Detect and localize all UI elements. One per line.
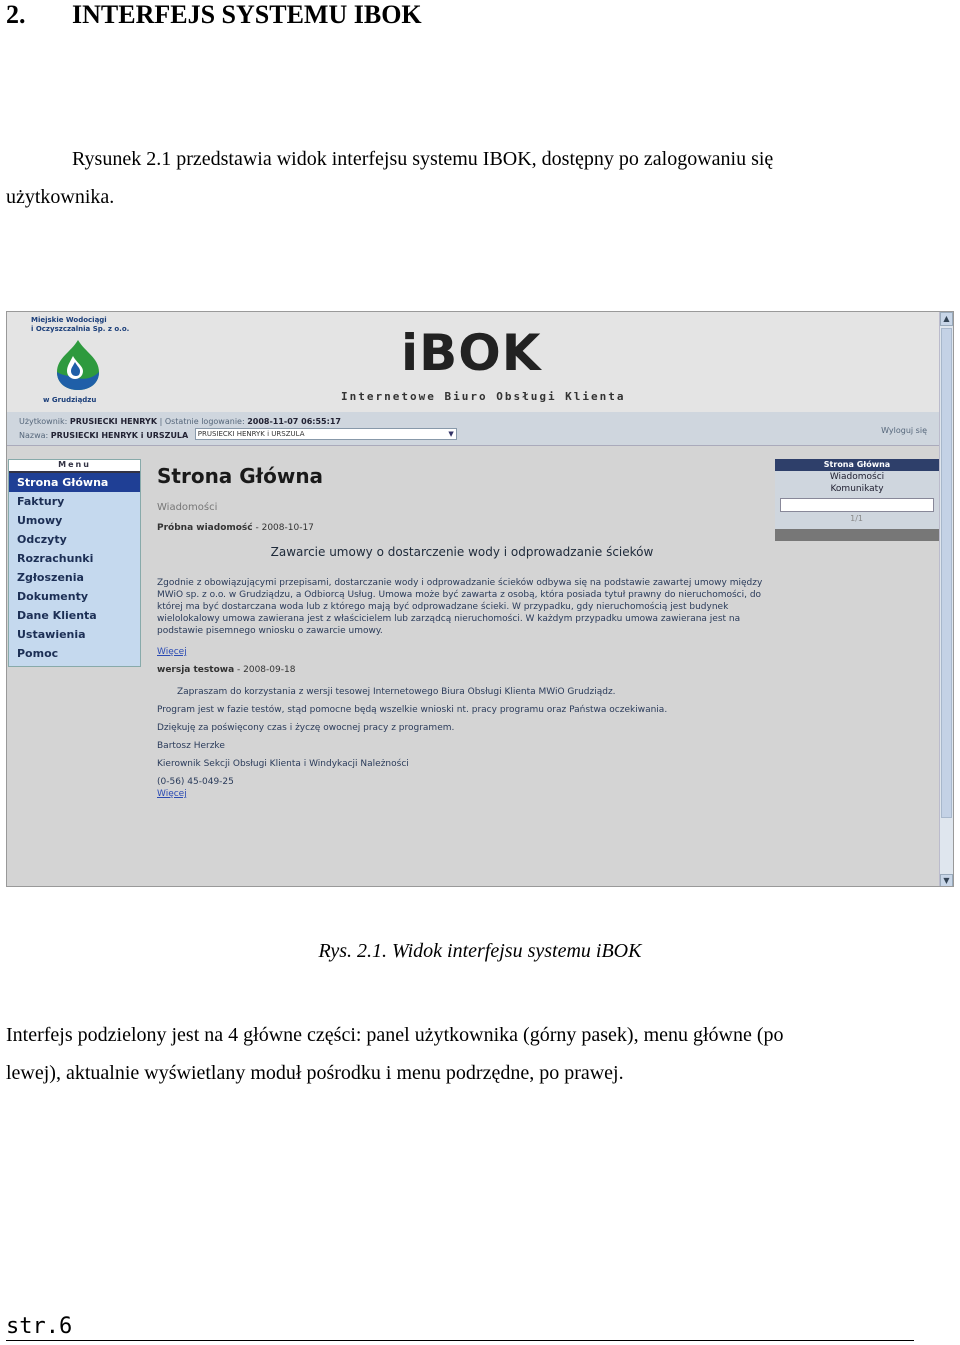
message-1-body: Zgodnie z obowiązującymi przepisami, dostarczanie wody i odprowadzanie ścieków odbywa się na podstawie zawartej umowy między MWiO sp. z o.o. w Grudziądzu, a Odbiorcą Usług. Umowa może być zawarta z osobą, która posiada tytuł prawny do nieruchomości, do której ma być dostarczana woda lub z którego mają być odprowadzane ścieki. W przypadku, gdy nieruchomością jest budynek wielolokalowy umowa zawierana jest z właścicielem lub zarządcą nieruchomości. W każdym przypadku umowa zawierana jest na podstawie pisemnego wniosku o zawarcie umowy.: [157, 578, 763, 636]
water-drop-icon: [43, 338, 113, 392]
more-link-2[interactable]: Więcej: [157, 789, 187, 799]
message-2-line-1: Zapraszam do korzystania z wersji tesowej Internetowego Biura Obsługi Klienta MWiO Grudziądz.: [177, 687, 616, 697]
menu-item-faktury[interactable]: Faktury: [17, 495, 65, 508]
section-title: INTERFEJS SYSTEMU IBOK: [72, 0, 422, 29]
app-header: [7, 312, 941, 412]
scroll-down-icon[interactable]: ▼: [940, 874, 953, 887]
intro-paragraph: [6, 140, 956, 216]
body-line-1: Interfejs podzielony jest na 4 główne części: panel użytkownika (górny pasek), menu główne (po: [6, 1024, 784, 1046]
company-logo: [31, 316, 131, 408]
logout-link[interactable]: Wyloguj się: [881, 426, 927, 435]
menu-item-strona-glowna[interactable]: Strona Główna: [9, 473, 140, 492]
scroll-thumb[interactable]: [941, 328, 952, 818]
menu-item-rozrachunki[interactable]: Rozrachunki: [17, 552, 94, 565]
footer-divider: [6, 1340, 914, 1341]
message-1-date: - 2008-10-17: [252, 523, 314, 533]
more-link-1[interactable]: Więcej: [157, 647, 187, 657]
user-info-row: Użytkownik: PRUSIECKI HENRYK | Ostatnie logowanie: 2008-11-07 06:55:17: [19, 417, 341, 426]
name-value: PRUSIECKI HENRYK i URSZULA: [50, 431, 189, 440]
app-brand: iBOK: [401, 324, 542, 382]
menu-item-pomoc[interactable]: Pomoc: [17, 647, 59, 660]
intro-line-1: Rysunek 2.1 przedstawia widok interfejsu systemu IBOK, dostępny po zalogowaniu się: [72, 148, 774, 170]
user-label: Użytkownik:: [19, 417, 68, 426]
submenu-item-komunikaty[interactable]: Komunikaty: [830, 484, 884, 494]
page-title: Strona Główna: [157, 464, 324, 488]
last-login-value: 2008-11-07 06:55:17: [247, 417, 341, 426]
news-section-label: Wiadomości: [157, 502, 218, 513]
message-2-title: wersja testowa: [157, 665, 235, 675]
account-select-value: PRUSIECKI HENRYK i URSZULA: [197, 430, 305, 438]
ibok-screenshot: [6, 311, 954, 887]
message-2-signature-name: Bartosz Herzke: [157, 741, 225, 751]
message-2-signature-role: Kierownik Sekcji Obsługi Klienta i Windykacji Należności: [157, 759, 409, 769]
menu-item-odczyty[interactable]: Odczyty: [17, 533, 67, 546]
body-paragraph: [6, 1016, 946, 1092]
menu-title: Menu: [9, 460, 140, 473]
submenu-footer: [775, 529, 939, 541]
name-label: Nazwa:: [19, 431, 49, 440]
scroll-up-icon[interactable]: ▲: [940, 312, 953, 326]
app-brand-subtitle: Internetowe Biuro Obsługi Klienta: [341, 390, 626, 403]
menu-item-zgloszenia[interactable]: Zgłoszenia: [17, 571, 84, 584]
logo-city: w Grudziądzu: [43, 396, 97, 404]
message-2-line-3: Dziękuję za poświęcony czas i życzę owocnej pracy z programem.: [157, 723, 455, 733]
user-panel: [7, 412, 941, 446]
menu-item-ustawienia[interactable]: Ustawienia: [17, 628, 86, 641]
submenu-panel: [775, 459, 939, 541]
intro-line-2: użytkownika.: [6, 186, 115, 208]
submenu-title: Strona Główna: [775, 459, 939, 471]
user-value: PRUSIECKI HENRYK: [69, 417, 158, 426]
main-menu: [8, 459, 141, 667]
last-login-label: Ostatnie logowanie:: [164, 417, 245, 426]
main-area: [7, 446, 941, 887]
submenu-input[interactable]: [780, 498, 934, 512]
message-1-heading: Zawarcie umowy o dostarczenie wody i odprowadzanie ścieków: [270, 545, 654, 559]
figure-caption: Rys. 2.1. Widok interfejsu systemu iBOK: [318, 940, 642, 962]
vertical-scrollbar[interactable]: [939, 312, 953, 887]
message-2-line-2: Program jest w fazie testów, stąd pomocne będą wszelkie wnioski nt. pracy programu oraz Państwa oczekiwania.: [157, 705, 668, 715]
section-number: 2.: [6, 0, 26, 29]
logo-line-2: i Oczyszczalnia Sp. z o.o.: [31, 325, 130, 333]
account-row: [19, 430, 457, 442]
submenu-page-indicator: 1/1: [850, 514, 863, 523]
logo-line-1: Miejskie Wodociągi: [31, 316, 107, 324]
message-2-date: - 2008-09-18: [234, 665, 296, 675]
body-line-2: lewej), aktualnie wyświetlany moduł pośrodku i menu podrzędne, po prawej.: [6, 1062, 624, 1084]
message-2-phone: (0-56) 45-049-25: [157, 777, 234, 787]
content-module: [157, 464, 767, 807]
submenu-item-wiadomosci[interactable]: Wiadomości: [829, 472, 885, 482]
page-number: str.6: [6, 1314, 73, 1339]
menu-item-umowy[interactable]: Umowy: [17, 514, 63, 527]
section-heading: [6, 0, 422, 30]
menu-item-dokumenty[interactable]: Dokumenty: [17, 590, 89, 603]
message-1-title: Próbna wiadomość: [157, 523, 253, 533]
message-1-header: [157, 523, 767, 533]
account-select[interactable]: [195, 428, 457, 440]
message-2-header: [157, 665, 767, 675]
menu-item-dane-klienta[interactable]: Dane Klienta: [17, 609, 97, 622]
chevron-down-icon: ▼: [448, 430, 454, 438]
